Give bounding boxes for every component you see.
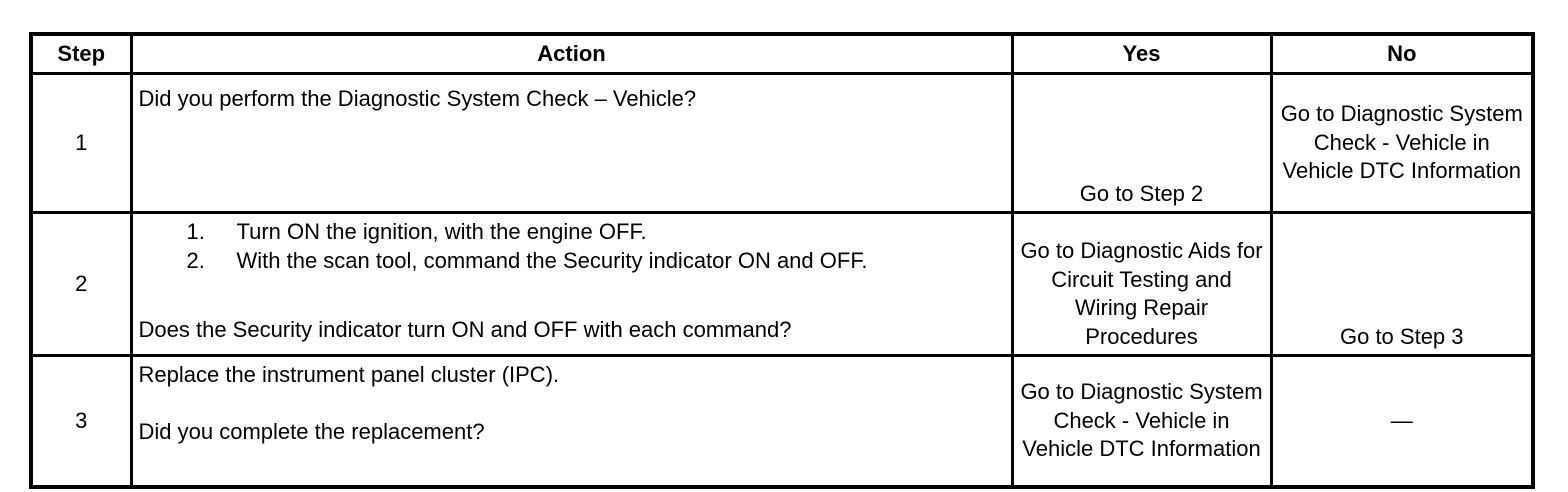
- header-row: [31, 34, 1533, 74]
- action-question: Did you complete the replacement?: [138, 419, 485, 444]
- action-question: Does the Security indicator turn ON and OFF with each command?: [138, 316, 792, 342]
- step-number: 2: [31, 213, 131, 356]
- action-text: Replace the instrument panel cluster (IPC).: [138, 362, 560, 387]
- list-item-text: Turn ON the ignition, with the engine OFF.: [236, 219, 647, 244]
- yes-cell: Go to Diagnostic System Check - Vehicle in Vehicle DTC Information: [1012, 356, 1271, 488]
- header-action: Action: [131, 34, 1012, 74]
- no-cell: Go to Diagnostic System Check - Vehicle in Vehicle DTC Information: [1271, 74, 1533, 213]
- header-no: No: [1271, 34, 1533, 74]
- header-step: Step: [31, 34, 131, 74]
- action-steps-list: [139, 218, 1005, 275]
- diagnostic-table: [29, 32, 1535, 489]
- table-row: [31, 213, 1533, 356]
- table-row: [31, 74, 1533, 213]
- list-item-number: 1.: [186, 219, 205, 244]
- list-item: [187, 247, 1005, 276]
- no-cell: —: [1271, 356, 1533, 488]
- list-item: [187, 218, 1005, 247]
- action-cell: [131, 213, 1012, 356]
- list-item-text: With the scan tool, command the Security indicator ON and OFF.: [236, 247, 868, 273]
- no-cell: Go to Step 3: [1271, 213, 1533, 356]
- action-cell: [131, 74, 1012, 213]
- yes-cell: Go to Diagnostic Aids for Circuit Testing and Wiring Repair Procedures: [1012, 213, 1271, 356]
- header-yes: Yes: [1012, 34, 1271, 74]
- action-text: Did you perform the Diagnostic System Check – Vehicle?: [138, 86, 697, 111]
- step-number: 1: [31, 74, 131, 213]
- yes-cell: Go to Step 2: [1012, 74, 1271, 213]
- action-cell: [131, 356, 1012, 488]
- step-number: 3: [31, 356, 131, 488]
- table-row: [31, 356, 1533, 488]
- list-item-number: 2.: [186, 247, 205, 273]
